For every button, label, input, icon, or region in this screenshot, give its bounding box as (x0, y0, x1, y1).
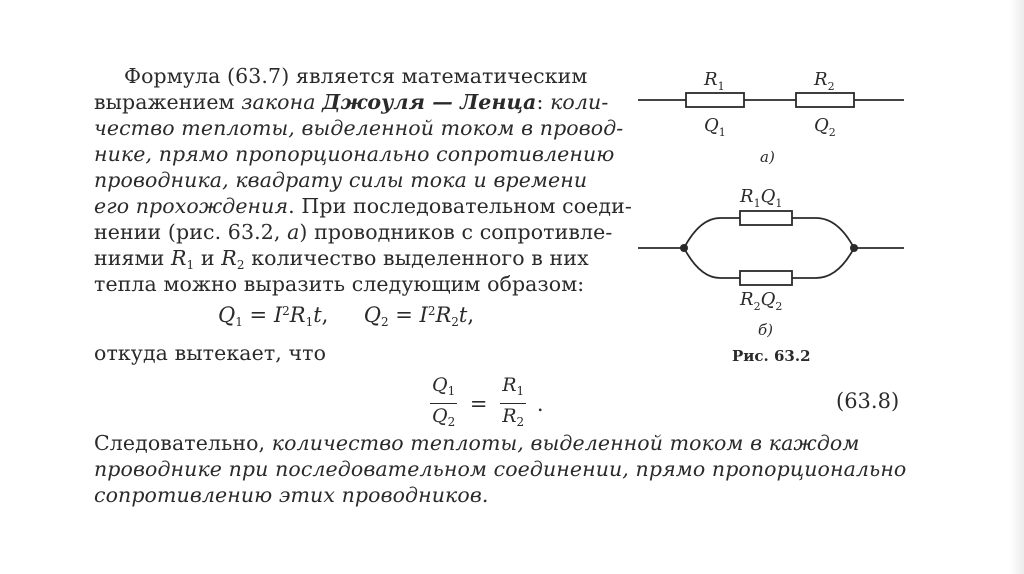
text: Следовательно, (94, 431, 272, 455)
label-q1: $Q_1$ (704, 115, 726, 139)
symbol-q: Q (218, 303, 236, 327)
text-italic: коли- (550, 90, 609, 114)
resistor-top (740, 211, 792, 225)
symbol-r: R (221, 246, 237, 270)
symbol-i: I (419, 303, 428, 327)
comma: , (467, 303, 475, 327)
equation-number: (63.8) (836, 389, 900, 413)
comma: , (321, 303, 329, 327)
formula-heat (218, 303, 474, 329)
text: тепла можно выразить следующим образом: (94, 272, 585, 296)
resistor-bottom (740, 271, 792, 285)
text: количество выделенного в них (244, 246, 589, 270)
symbol-r: R (502, 374, 517, 396)
text: нении (рис. 63.2, (94, 220, 288, 244)
text-line-2 (94, 90, 608, 115)
subscript: 2 (236, 258, 245, 272)
text: : (536, 90, 551, 114)
page-edge-shadow (1010, 0, 1024, 574)
label-r1q1: $R_1Q_1$ (740, 186, 783, 210)
text-line-13 (94, 483, 489, 508)
label-r2: $R_2$ (814, 69, 835, 93)
superscript: 2 (427, 304, 436, 318)
subscript: 1 (186, 258, 195, 272)
symbol-t: t (313, 303, 322, 327)
node-right (850, 244, 858, 252)
circuit-figure (620, 55, 920, 375)
fraction-r (500, 374, 526, 433)
text-line-5 (94, 168, 587, 193)
wire-bottom-left (684, 248, 740, 278)
text-italic: нике, прямо пропорционально сопротивлению (94, 142, 615, 166)
text: и (194, 246, 222, 270)
equals: = (242, 303, 274, 327)
label-a: а) (760, 148, 775, 166)
wire-top-left (684, 218, 740, 248)
symbol-q: Q (363, 303, 381, 327)
symbol-t: t (458, 303, 468, 327)
text-line-4 (94, 142, 614, 167)
text-line-1 (124, 64, 587, 89)
wire-bottom-right (792, 248, 854, 278)
subscript: 2 (451, 315, 459, 329)
law-name: Джоуля — Ленца (322, 90, 537, 114)
parallel-circuit (638, 211, 904, 285)
text-italic: проводника, квадрату силы тока и времени (94, 168, 588, 192)
text: откуда вытекает, что (94, 341, 327, 365)
subscript: 2 (516, 415, 525, 429)
text-italic: количество теплоты, выделенной током в каждом (271, 431, 860, 455)
text-line-7 (94, 220, 612, 245)
text-italic: сопротивлению этих проводников. (94, 483, 489, 507)
text-italic: проводнике при последовательном соединении, прямо пропорционально (94, 457, 907, 481)
subscript: 1 (447, 384, 456, 398)
text-line-10 (94, 341, 326, 366)
text-italic: а (287, 220, 300, 244)
text-line-3 (94, 116, 623, 141)
label-r2q2: $R_2Q_2$ (740, 289, 783, 313)
symbol-r: R (289, 303, 306, 327)
text-line-6 (94, 194, 632, 219)
symbol-r: R (435, 303, 452, 327)
subscript: 1 (516, 384, 525, 398)
symbol-i: I (273, 303, 283, 327)
subscript: 1 (235, 315, 243, 329)
symbol-r: R (502, 405, 517, 427)
label-b: б) (758, 321, 774, 339)
period: . (536, 391, 544, 416)
text: ) проводников с сопротивле- (299, 220, 613, 244)
text-line-11 (94, 431, 859, 456)
text: Формула (63.7) является математическим (124, 64, 588, 88)
superscript: 2 (282, 304, 290, 318)
text-line-9 (94, 272, 584, 297)
label-q2: $Q_2$ (814, 115, 836, 139)
subscript: 2 (380, 315, 389, 329)
subscript: 1 (305, 315, 314, 329)
text-italic: закона (241, 90, 323, 114)
text: выражением (94, 90, 242, 114)
wire-top-right (792, 218, 854, 248)
text: ниями (94, 246, 171, 270)
figure-caption: Рис. 63.2 (732, 347, 811, 365)
text-italic: его прохождения (94, 194, 289, 218)
equals: = (469, 391, 488, 416)
node-left (680, 244, 688, 252)
symbol-q: Q (432, 374, 448, 396)
resistor-r2 (796, 93, 854, 107)
subscript: 2 (447, 415, 456, 429)
symbol-r: R (171, 246, 187, 270)
series-circuit (638, 93, 904, 107)
equals: = (388, 303, 420, 327)
formula-ratio (430, 374, 544, 433)
text-line-12 (94, 457, 906, 482)
symbol-q: Q (432, 405, 448, 427)
resistor-r1 (686, 93, 744, 107)
label-r1: $R_1$ (704, 69, 725, 93)
fraction-q (430, 374, 457, 433)
text: . При последовательном соеди- (288, 194, 632, 218)
text-italic: чество теплоты, выделенной током в провод- (94, 116, 624, 140)
